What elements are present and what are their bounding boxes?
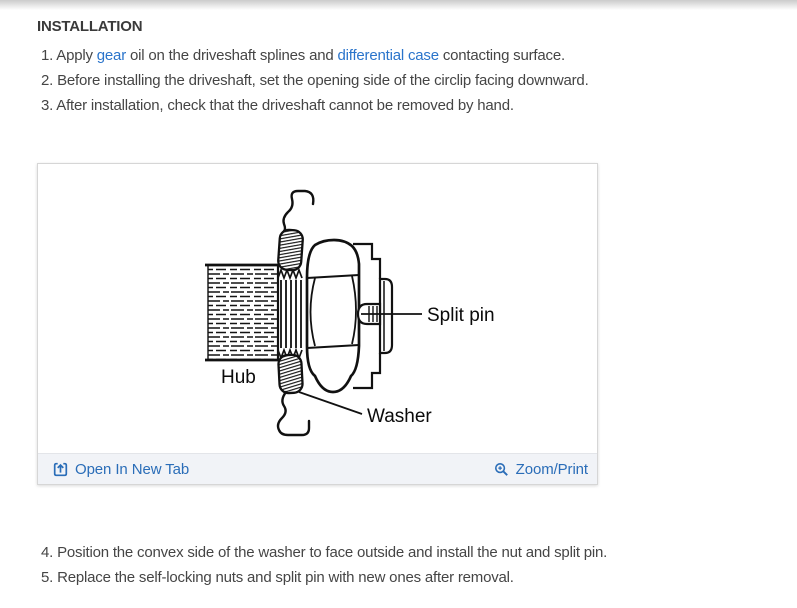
zoom-print-link[interactable] — [494, 461, 588, 478]
nut-shape — [307, 240, 359, 392]
installation-steps-bottom — [41, 540, 777, 590]
step-text: Before installing the driveshaft, set the opening side of the circlip facing downward. — [57, 72, 589, 89]
gear-link[interactable]: gear — [96, 47, 126, 64]
instruction-step-4 — [41, 540, 777, 565]
step-number: 5. — [41, 569, 54, 586]
figure-panel — [37, 163, 598, 485]
zoom-magnifier-plus-icon — [494, 462, 509, 477]
hub-shaft-shape — [205, 265, 279, 360]
article-content — [0, 18, 797, 590]
step-text: contacting surface. — [438, 47, 565, 64]
washer-callout-line — [299, 392, 362, 414]
instruction-step-1 — [41, 43, 777, 68]
washer-bottom-shape — [278, 354, 303, 393]
driveshaft-nut-diagram — [38, 164, 597, 452]
step-text: After installation, check that the driveshaft cannot be removed by hand. — [56, 97, 514, 114]
step-number: 4. — [41, 544, 54, 561]
diagram-label-washer: Washer — [367, 406, 432, 427]
installation-steps-top — [41, 43, 777, 118]
open-in-new-tab-link[interactable] — [53, 461, 189, 478]
open-in-new-tab-icon — [53, 462, 68, 477]
figure-canvas — [38, 164, 597, 453]
figure-toolbar — [38, 453, 597, 484]
step-text: oil on the driveshaft splines and — [126, 47, 338, 64]
instruction-step-5 — [41, 565, 777, 590]
spline-section-shape — [278, 270, 302, 358]
zoom-print-label: Zoom/Print — [515, 460, 588, 478]
instruction-step-2 — [41, 68, 777, 93]
top-shadow — [0, 0, 797, 10]
washer-top-shape — [278, 229, 304, 271]
diagram-label-split-pin: Split pin — [427, 305, 495, 326]
step-text: Position the convex side of the washer to face outside and install the nut and split pin. — [57, 544, 608, 561]
diagram-label-hub: Hub — [221, 367, 256, 388]
step-text: Replace the self-locking nuts and split pin with new ones after removal. — [57, 569, 514, 586]
open-in-new-tab-label: Open In New Tab — [75, 460, 190, 478]
step-number: 2. — [41, 72, 54, 89]
step-number: 1. — [41, 47, 54, 64]
instruction-step-3 — [41, 93, 777, 118]
step-text: Apply — [56, 47, 97, 64]
section-title: INSTALLATION — [37, 18, 143, 35]
circlip-top-shape — [284, 191, 314, 231]
differential-case-link[interactable]: differential case — [337, 47, 439, 64]
step-number: 3. — [41, 97, 54, 114]
circlip-bottom-shape — [278, 392, 309, 435]
